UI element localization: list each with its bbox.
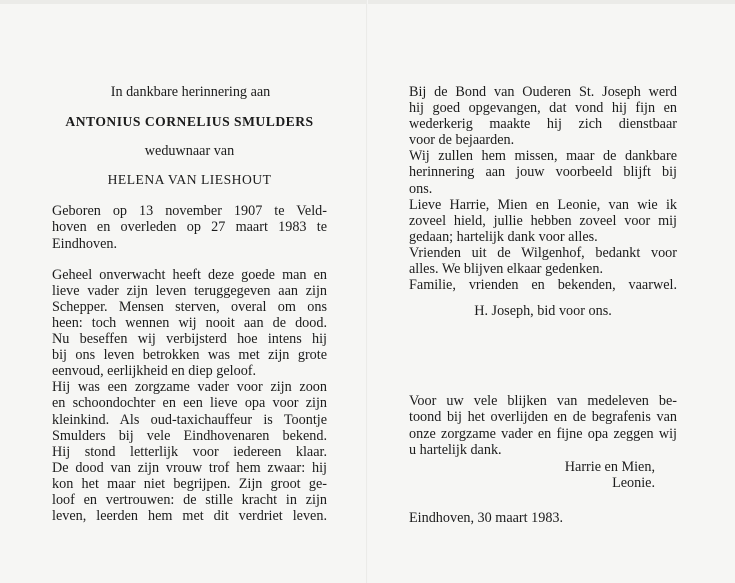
tribute-line: gedaan; hartelijk dank voor alles.	[409, 228, 598, 245]
biography-line: Geheel onverwacht heeft deze goede man en	[52, 266, 327, 283]
spouse-name: HELENA VAN LIESHOUT	[107, 172, 272, 188]
tribute-line: voor de bejaarden.	[409, 132, 515, 149]
thanks-line: onze zorgzame vader en fijne opa zeggen wij	[409, 425, 677, 442]
biography-line: Schepper. Mensen sterven, overal om ons	[52, 298, 327, 315]
intro-text: In dankbare herinnering aan	[110, 84, 271, 100]
biography-line: bij ons leven betrokken was met zijn grote	[52, 347, 327, 364]
tribute-line: Wij zullen hem missen, maar de dankbare	[409, 148, 677, 165]
biography-line: eenvoud, eerlijkheid en diep geloof.	[52, 363, 257, 380]
thanks-line: Voor uw vele blijken van medeleven be-	[409, 393, 677, 410]
signature-line: Leonie.	[612, 474, 655, 491]
left-page	[52, 84, 327, 524]
birth-death-paragraph	[52, 203, 327, 251]
thanks-line: u hartelijk dank.	[409, 441, 502, 458]
tribute-line: Bij de Bond van Ouderen St. Joseph werd	[409, 84, 677, 100]
card-fold-line	[366, 0, 368, 583]
biography-line: loof en vertrouwen: de stille kracht in zijn	[52, 491, 327, 508]
birth-line: hoven en overleden op 27 maart 1983 te	[52, 219, 327, 236]
biography-paragraph	[52, 267, 327, 525]
tribute-line: herinnering aan jouw voorbeeld blijft bij	[409, 164, 677, 181]
biography-line: lieve vader zijn leven teruggegeven aan zijn	[52, 282, 327, 299]
biography-line: heen: toch wennen wij nooit aan de dood.	[52, 314, 327, 331]
signature-line: Harrie en Mien,	[564, 458, 655, 475]
biography-line: kon het maar niet begrijpen. Zijn groot ge-	[52, 475, 327, 492]
tribute-line: Familie, vrienden en bekenden, vaarwel.	[409, 277, 677, 294]
thanks-line: toond bij het overlijden en de begrafenis van	[409, 409, 677, 426]
birth-line: Eindhoven.	[52, 235, 118, 252]
biography-line: De dood van zijn vrouw trof hem zwaar: hij	[52, 459, 327, 476]
right-page	[409, 84, 677, 526]
biography-line: leven, leerden hem met dit verdriet leven.	[52, 508, 327, 525]
biography-line: Nu beseffen wij verbijsterd hoe intens hij	[52, 331, 327, 348]
tribute-line: alles. We blijven elkaar gedenken.	[409, 261, 603, 278]
prayer-line: H. Joseph, bid voor ons.	[474, 303, 612, 320]
tribute-line: ons.	[409, 180, 433, 197]
tribute-line: Vrienden uit de Wilgenhof, bedankt voor	[409, 244, 677, 261]
tribute-line: hij goed opgevangen, dat vond hij fijn en	[409, 100, 677, 117]
biography-line: kleinkind. Als oud-taxichauffeur is Toontje	[52, 411, 327, 428]
signature-block	[409, 459, 677, 491]
biography-line: Smulders bij vele Eindhovenaren bekend.	[52, 427, 327, 444]
deceased-name: ANTONIUS CORNELIUS SMULDERS	[65, 114, 314, 130]
tribute-line: wederkerig maakte hij zich dienstbaar	[409, 116, 677, 133]
birth-line: Geboren op 13 november 1907 te Veld-	[52, 203, 327, 220]
biography-line: en schoondochter en een lieve opa voor zijn	[52, 395, 327, 412]
tribute-line: Lieve Harrie, Mien en Leonie, van wie ik	[409, 196, 677, 213]
biography-line: Hij was een zorgzame vader voor zijn zoon	[52, 379, 327, 396]
biography-line: Hij stond letterlijk voor iedereen klaar.	[52, 443, 327, 460]
tribute-line: zoveel hield, jullie hebben zoveel voor mij	[409, 212, 677, 229]
thanks-paragraph	[409, 393, 677, 457]
place-date: Eindhoven, 30 maart 1983.	[409, 509, 564, 526]
relation-text: weduwnaar van	[144, 143, 235, 160]
tribute-paragraph	[409, 84, 677, 293]
